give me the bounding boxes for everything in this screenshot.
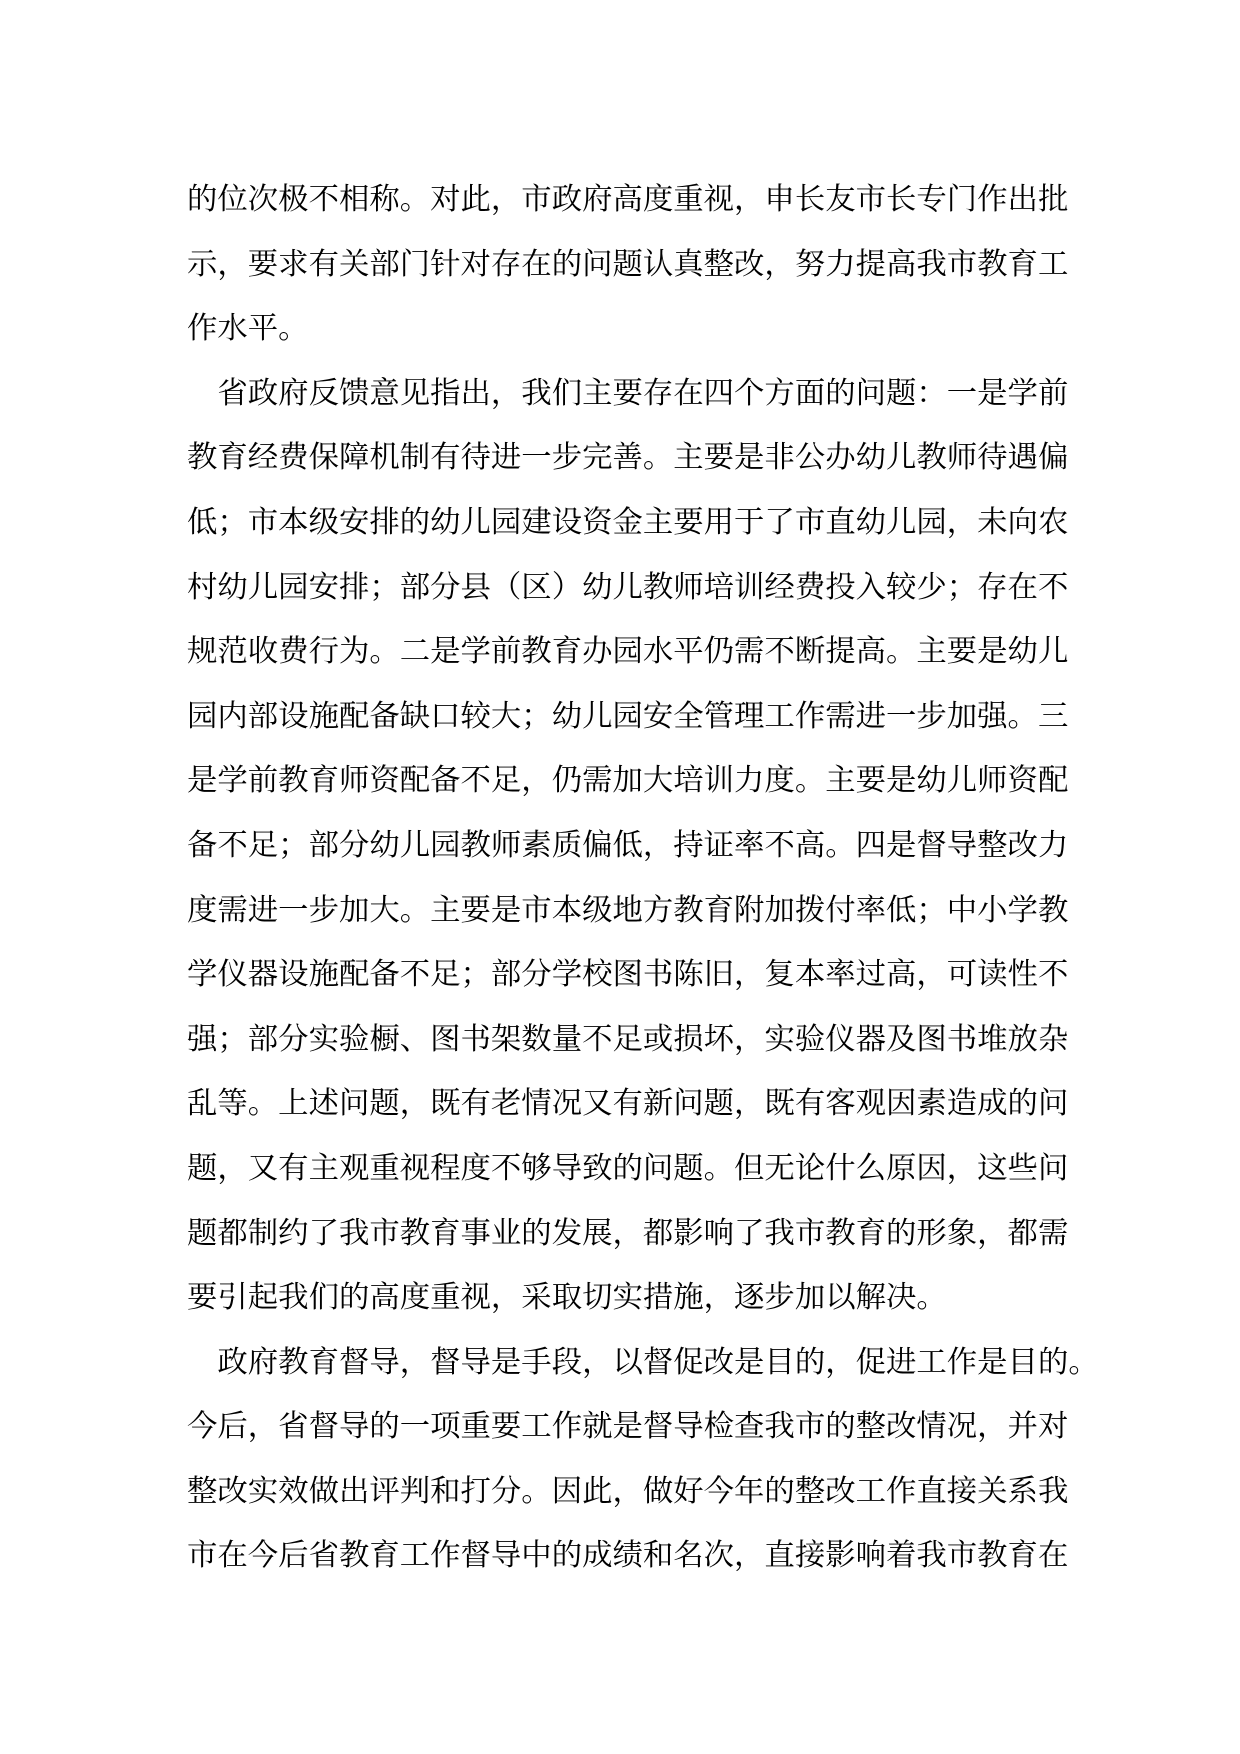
text-line: 作水平。 [187, 311, 309, 347]
text-line: 的位次极不相称。对此，市政府高度重视，申长友市长专门作出批 [187, 182, 1069, 217]
text-line: 乱等。上述问题，既有老情况又有新问题，既有客观因素造成的问 [187, 1086, 1069, 1122]
text-line: 备不足；部分幼儿园教师素质偏低，持证率不高。四是督导整改力 [187, 827, 1069, 863]
text-line: 低；市本级安排的幼儿园建设资金主要用于了市直幼儿园，未向农 [187, 504, 1069, 540]
text-line: 今后，省督导的一项重要工作就是督导检查我市的整改情况，并对 [187, 1409, 1069, 1445]
text-line: 度需进一步加大。主要是市本级地方教育附加拨付率低；中小学教 [187, 892, 1069, 928]
body-text [187, 168, 1099, 1589]
text-line: 园内部设施配备缺口较大；幼儿园安全管理工作需进一步加强。三 [187, 698, 1069, 734]
text-line: 要引起我们的高度重视，采取切实措施，逐步加以解决。 [187, 1280, 947, 1316]
text-line: 教育经费保障机制有待进一步完善。主要是非公办幼儿教师待遇偏 [187, 440, 1069, 476]
text-line: 题，又有主观重视程度不够导致的问题。但无论什么原因，这些问 [187, 1150, 1069, 1186]
text-line: 学仪器设施配备不足；部分学校图书陈旧，复本率过高，可读性不 [187, 957, 1069, 993]
paragraph-start-line: 政府教育督导，督导是手段，以督促改是目的，促进工作是目的。 [187, 1344, 1099, 1380]
text-line: 题都制约了我市教育事业的发展，都影响了我市教育的形象，都需 [187, 1215, 1069, 1251]
text-line: 是学前教育师资配备不足，仍需加大培训力度。主要是幼儿师资配 [187, 763, 1069, 799]
text-line: 强；部分实验橱、图书架数量不足或损坏，实验仪器及图书堆放杂 [187, 1021, 1069, 1057]
text-line: 村幼儿园安排；部分县（区）幼儿教师培训经费投入较少；存在不 [187, 569, 1069, 605]
text-line: 规范收费行为。二是学前教育办园水平仍需不断提高。主要是幼儿 [187, 634, 1069, 670]
text-line: 示，要求有关部门针对存在的问题认真整改，努力提高我市教育工 [187, 246, 1069, 282]
text-line: 市在今后省教育工作督导中的成绩和名次，直接影响着我市教育在 [187, 1538, 1069, 1574]
paragraph-start-line: 省政府反馈意见指出，我们主要存在四个方面的问题：一是学前 [187, 375, 1069, 411]
text-line: 整改实效做出评判和打分。因此，做好今年的整改工作直接关系我 [187, 1473, 1069, 1509]
